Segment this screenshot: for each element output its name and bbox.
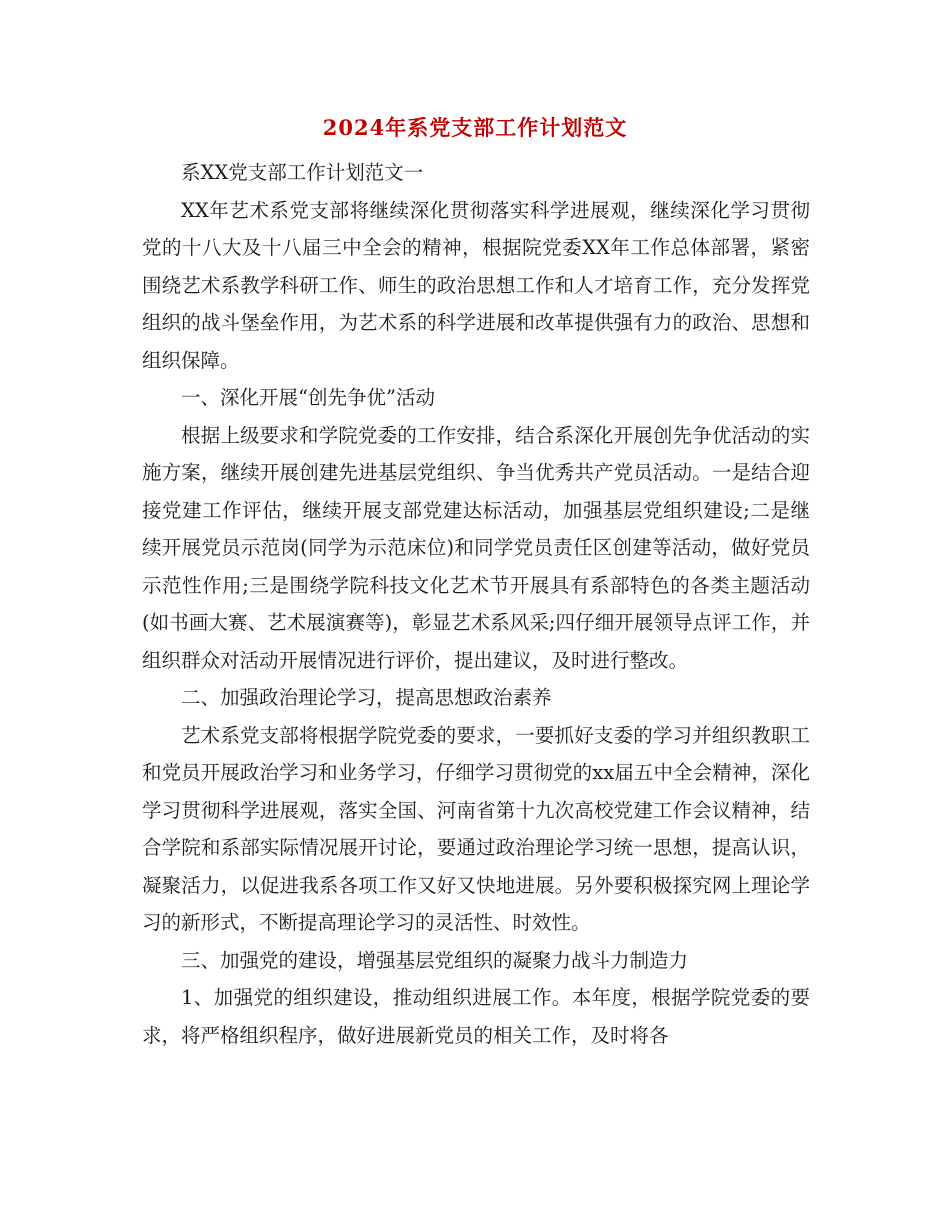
section-paragraph-1: 根据上级要求和学院党委的工作安排，结合系深化开展创先争优活动的实施方案，继续开展创建先进基层党组织、争当优秀共产党员活动。一是结合迎接党建工作评估，继续开展支部党建达标活动，加强基层党组织建设;二是继续开展党员示范岗(同学为示范床位)和同学党员责任区创建等活动，做好党员示范性作用;三是围绕学院科技文化艺术节开展具有系部特色的各类主题活动(如书画大赛、艺术展演赛等)，彰显艺术系风采;四仔细开展领导点评工作，并组织群众对活动开展情况进行评价，提出建议，及时进行整改。 (142, 423, 810, 672)
subtitle-paragraph: 系XX党支部工作计划范文一 (181, 161, 424, 184)
section-paragraph-2: 艺术系党支部将根据学院党委的要求，一要抓好支委的学习并组织教职工和党员开展政治学习和业务学习，仔细学习贯彻党的xx届五中全会精神，深化学习贯彻科学进展观，落实全国、河南省第十九次高校党建工作会议精神，结合学院和系部实际情况展开讨论，要通过政治理论学习统一思想，提高认识，凝聚活力，以促进我系各项工作又好又快地进展。另外要积极探究网上理论学习的新形式，不断提高理论学习的灵活性、时效性。 (142, 723, 810, 934)
section-heading-2: 二、加强政治理论学习，提高思想政治素养 (181, 686, 552, 709)
section-paragraph-3: 1、加强党的组织建设，推动组织进展工作。本年度，根据学院党委的要求，将严格组织程序，做好进展新党员的相关工作，及时将各 (142, 986, 810, 1047)
intro-paragraph: XX年艺术系党支部将继续深化贯彻落实科学进展观，继续深化学习贯彻党的十八大及十八届三中全会的精神，根据院党委XX年工作总体部署，紧密围绕艺术系教学科研工作、师生的政治思想工作和人才培育工作，充分发挥党组织的战斗堡垒作用，为艺术系的科学进展和改革提供强有力的政治、思想和组织保障。 (142, 198, 810, 372)
document-title: 2024年系党支部工作计划范文 (322, 115, 628, 140)
section-heading-3: 三、加强党的建设，增强基层党组织的凝聚力战斗力制造力 (181, 948, 689, 972)
section-heading-1: 一、深化开展“创先争优”活动 (181, 386, 435, 409)
document-body (142, 154, 810, 1054)
